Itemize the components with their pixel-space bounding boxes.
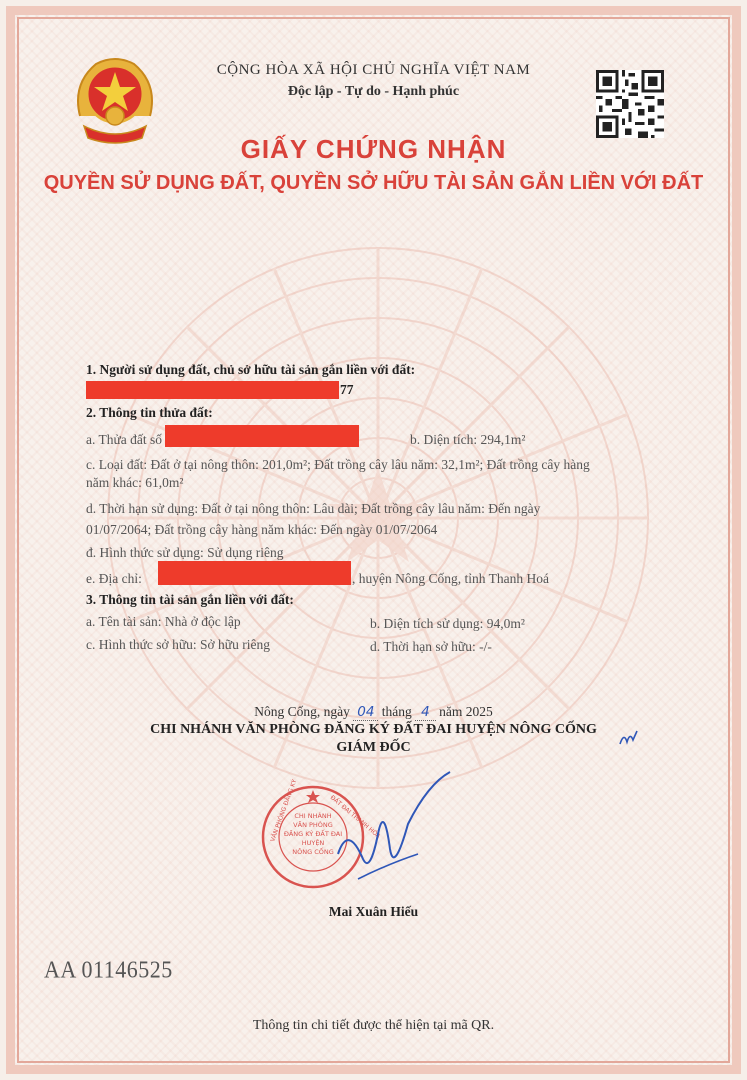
ownership-term: d. Thời hạn sở hữu: -/- [370, 639, 492, 654]
address-label: e. Địa chỉ: [86, 571, 142, 586]
parcel-area: b. Diện tích: 294,1m² [410, 432, 526, 447]
certificate-title: GIẤY CHỨNG NHẬN [240, 134, 507, 164]
date-prefix: Nông Cống, ngày [254, 704, 350, 719]
country-name: CỘNG HÒA XÃ HỘI CHỦ NGHĨA VIỆT NAM [216, 62, 531, 78]
svg-text:HUYỆN: HUYỆN [301, 839, 325, 847]
issuing-office: CHI NHÁNH VĂN PHÒNG ĐĂNG KÝ ĐẤT ĐAI HUYỆN NÔNG CỐNG [150, 722, 597, 737]
qr-note: Thông tin chi tiết được thể hiện tại mã QR. [252, 1018, 495, 1033]
use-term-line2: 01/07/2064; Đất trồng cây hàng năm khác: Đến ngày 01/07/2064 [86, 522, 438, 537]
date-month: 4 [415, 704, 436, 721]
section2-heading: 2. Thông tin thửa đất: [86, 405, 213, 420]
national-motto: Độc lập - Tự do - Hạnh phúc [287, 84, 460, 99]
section3-heading: 3. Thông tin tài sản gắn liền với đất: [86, 592, 294, 607]
date-year: năm 2025 [439, 704, 493, 719]
redaction-owner [86, 381, 339, 399]
svg-text:VĂN PHÒNG: VĂN PHÒNG [293, 821, 333, 829]
date-month-word: tháng [381, 704, 412, 719]
date-day: 04 [353, 704, 378, 721]
svg-text:VĂN PHÒNG ĐĂNG KÝ: VĂN PHÒNG ĐĂNG KÝ [269, 778, 299, 843]
parcel-number-label: a. Thửa đất số [86, 432, 163, 447]
land-type-line1: c. Loại đất: Đất ở tại nông thôn: 201,0m²; Đất trồng cây lâu năm: 32,1m²; Đất trồng cây hàng [86, 457, 590, 472]
initials-mark-icon [618, 728, 640, 748]
signing-date [0, 704, 747, 720]
redaction-address [158, 561, 351, 585]
svg-text:ĐẤT ĐAI THANH HÓA: ĐẤT ĐAI THANH HÓA [328, 794, 382, 841]
certificate-subtitle: QUYỀN SỬ DỤNG ĐẤT, QUYỀN SỞ HỮU TÀI SẢN GẮN LIỀN VỚI ĐẤT [43, 172, 704, 194]
redaction-parcel [165, 425, 359, 447]
asset-floor-area: b. Diện tích sử dụng: 94,0m² [370, 616, 525, 631]
svg-text:CHI NHÁNH: CHI NHÁNH [294, 812, 332, 820]
svg-text:NÔNG CỐNG: NÔNG CỐNG [292, 848, 334, 856]
signature-icon [318, 764, 468, 894]
ownership-form: c. Hình thức sở hữu: Sở hữu riêng [86, 637, 270, 652]
address-suffix: , huyện Nông Cống, tỉnh Thanh Hoá [352, 571, 549, 586]
serial-number: AA 01146525 [44, 955, 173, 983]
qr-code-icon [596, 70, 664, 138]
asset-name: a. Tên tài sản: Nhà ở độc lập [86, 614, 241, 629]
use-term-line1: d. Thời hạn sử dụng: Đất ở tại nông thôn: Lâu dài; Đất trồng cây lâu năm: Đến ngày [86, 501, 541, 516]
section1-heading: 1. Người sử dụng đất, chủ sở hữu tài sản gắn liền với đất: [86, 362, 416, 377]
signer-name: Mai Xuân Hiếu [328, 904, 419, 919]
owner-suffix: 77 [340, 382, 354, 397]
signer-role: GIÁM ĐỐC [336, 740, 411, 755]
land-type-line2: năm khác: 61,0m² [86, 475, 184, 490]
svg-text:ĐĂNG KÝ ĐẤT ĐAI: ĐĂNG KÝ ĐẤT ĐAI [283, 830, 343, 838]
use-form: đ. Hình thức sử dụng: Sử dụng riêng [86, 545, 284, 560]
